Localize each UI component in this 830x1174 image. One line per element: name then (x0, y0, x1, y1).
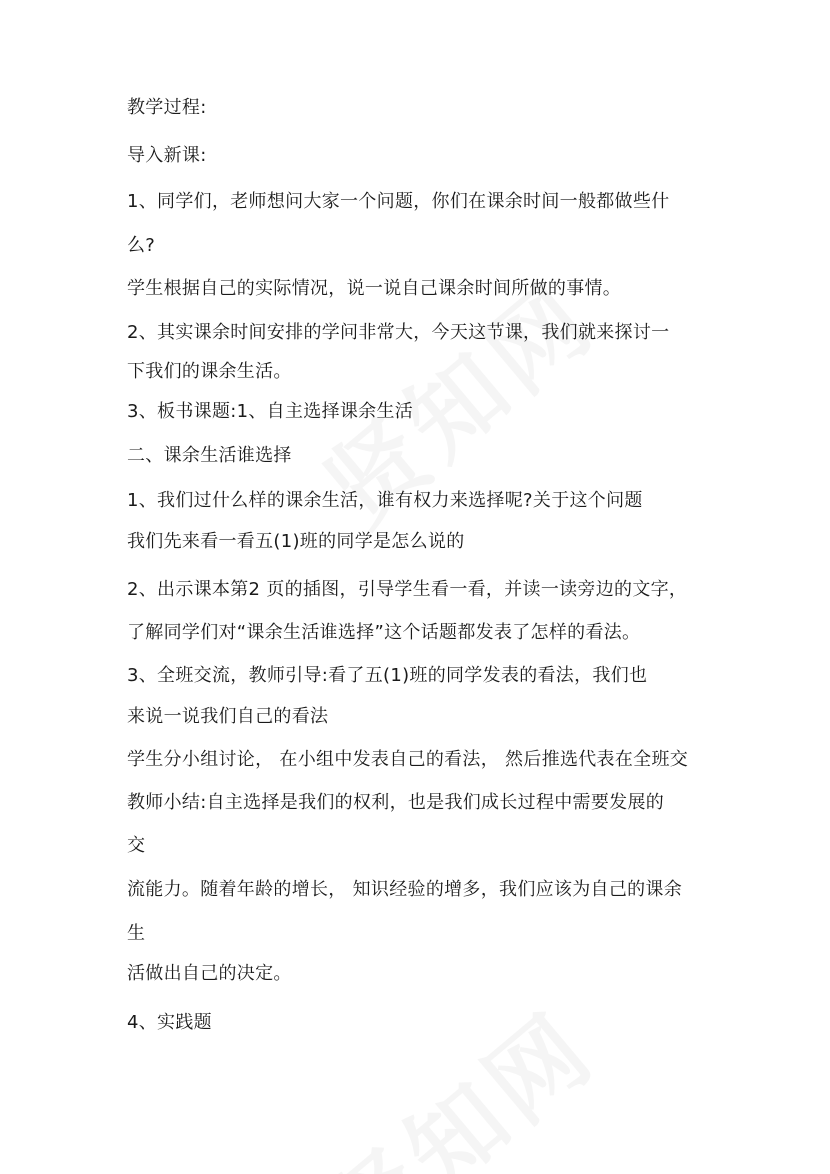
text-line: 交 (127, 835, 146, 856)
text-line: 教学过程: (127, 97, 207, 118)
text-line: 了解同学们对“课余生活谁选择”这个话题都发表了怎样的看法。 (127, 622, 641, 643)
text-line: 2、出示课本第2 页的插图，引导学生看一看，并读一读旁边的文字， (127, 579, 688, 600)
text-line: 1、我们过什么样的课余生活，谁有权力来选择呢?关于这个问题 (127, 490, 643, 511)
text-line: 1、同学们，老师想问大家一个问题，你们在课余时间一般都做些什 (127, 191, 670, 212)
text-line: 教师小结:自主选择是我们的权利，也是我们成长过程中需要发展的 (127, 792, 665, 813)
text-line: 学生根据自己的实际情况，说一说自己课余时间所做的事情。 (127, 278, 622, 299)
text-line: 流能力。随着年龄的增长， 知识经验的增多，我们应该为自己的课余 (127, 879, 683, 900)
text-line: 生 (127, 923, 146, 944)
text-line: 4、实践题 (127, 1012, 212, 1033)
text-line: 二、课余生活谁选择 (127, 445, 292, 466)
text-line: 3、板书课题:1、自主选择课余生活 (127, 401, 414, 422)
watermark-bottom (292, 976, 619, 1174)
text-line: 我们先来看一看五(1)班的同学是怎么说的 (127, 531, 465, 552)
text-line: 导入新课: (127, 145, 207, 166)
text-line: 活做出自己的决定。 (127, 963, 292, 984)
text-line: 3、全班交流，教师引导:看了五(1)班的同学发表的看法，我们也 (127, 665, 648, 686)
text-line: 2、其实课余时间安排的学问非常大，今天这节课，我们就来探讨一 (127, 322, 670, 343)
text-line: 么? (127, 235, 156, 256)
text-line: 下我们的课余生活。 (127, 361, 292, 382)
text-line: 来说一说我们自己的看法 (127, 706, 329, 727)
text-line: 学生分小组讨论， 在小组中发表自己的看法， 然后推选代表在全班交 (127, 749, 689, 770)
